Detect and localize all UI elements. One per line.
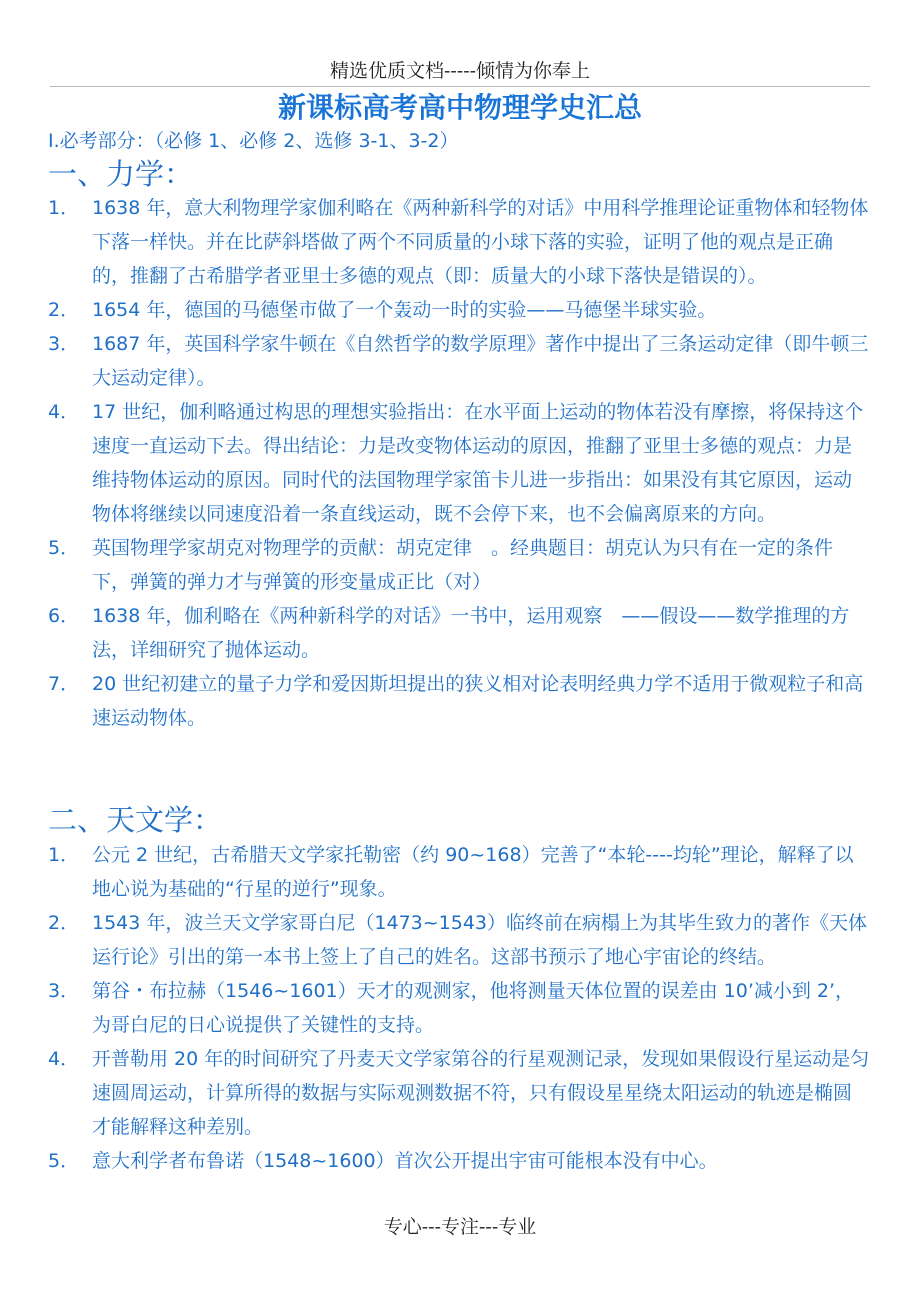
item-number: 5． — [48, 1150, 80, 1172]
list-item — [48, 906, 870, 974]
item-number: 5． — [48, 537, 80, 559]
item-text: 1654 年，德国的马德堡市做了一个轰动一时的实验——马德堡半球实验。 — [92, 299, 717, 321]
list-item — [48, 191, 870, 293]
item-text: 1638 年，伽利略在《两种新科学的对话》一书中，运用观察 ——假设——数学推理的方法，详细研究了抛体运动。 — [92, 605, 850, 661]
section-heading-mechanics: 一、力学： — [48, 157, 194, 191]
list-item — [48, 395, 870, 531]
list-item — [48, 838, 870, 906]
document-title: 新课标高考高中物理学史汇总 — [277, 91, 642, 124]
list-item — [48, 293, 870, 327]
item-text: 意大利学者布鲁诺（1548~1600）首次公开提出宇宙可能根本没有中心。 — [92, 1150, 718, 1172]
item-text: 1543 年，波兰天文学家哥白尼（1473~1543）临终前在病榻上为其毕生致力的著作《天体运行论》引出的第一本书上签上了自己的姓名。这部书预示了地心宇宙论的终结。 — [92, 912, 868, 968]
item-text: 20 世纪初建立的量子力学和爱因斯坦提出的狭义相对论表明经典力学不适用于微观粒子和高速运动物体。 — [92, 673, 864, 729]
item-number: 2． — [48, 912, 80, 934]
item-number: 3． — [48, 980, 80, 1002]
list-item — [48, 531, 870, 599]
section-heading-astronomy: 二、天文学： — [48, 803, 223, 837]
item-number: 4． — [48, 401, 80, 423]
item-number: 4． — [48, 1048, 80, 1070]
item-number: 2． — [48, 299, 80, 321]
item-number: 1． — [48, 197, 80, 219]
item-text: 1638 年，意大利物理学家伽利略在《两种新科学的对话》中用科学推理论证重物体和轻物体下落一样快。并在比萨斜塔做了两个不同质量的小球下落的实验，证明了他的观点是正确的，推翻了古希腊学者亚里士多德的观点（即：质量大的小球下落快是错误的）。 — [92, 197, 869, 287]
astronomy-list — [48, 838, 870, 1178]
page-footer: 专心---专注---专业 — [383, 1216, 537, 1238]
item-text: 开普勒用 20 年的时间研究了丹麦天文学家第谷的行星观测记录，发现如果假设行星运动是匀速圆周运动，计算所得的数据与实际观测数据不符，只有假设星星绕太阳运动的轨迹是椭圆才能解释这种差别。 — [92, 1048, 870, 1138]
item-number: 7． — [48, 673, 80, 695]
mechanics-list — [48, 191, 870, 735]
item-number: 6． — [48, 605, 80, 627]
list-item — [48, 1042, 870, 1144]
list-item — [48, 599, 870, 667]
item-text: 17 世纪，伽利略通过构思的理想实验指出：在水平面上运动的物体若没有摩擦，将保持这个速度一直运动下去。得出结论：力是改变物体运动的原因，推翻了亚里士多德的观点：力是维持物体运动的原因。同时代的法国物理学家笛卡儿进一步指出：如果没有其它原因，运动物体将继续以同速度沿着一条直线运动，既不会停下来，也不会偏离原来的方向。 — [92, 401, 864, 525]
item-number: 3． — [48, 333, 80, 355]
item-number: 1． — [48, 844, 80, 866]
page-header: 精选优质文档-----倾情为你奉上 — [329, 60, 591, 82]
item-text: 英国物理学家胡克对物理学的贡献：胡克定律 。经典题目：胡克认为只有在一定的条件下，弹簧的弹力才与弹簧的形变量成正比（对） — [92, 537, 834, 593]
list-item — [48, 1144, 870, 1178]
document-subtitle: Ⅰ.必考部分：（必修 1、必修 2、选修 3-1、3-2） — [48, 130, 459, 152]
item-text: 第谷・布拉赫（1546~1601）天才的观测家，他将测量天体位置的误差由 10’减小到 2’，为哥白尼的日心说提供了关键性的支持。 — [92, 980, 855, 1036]
item-text: 1687 年，英国科学家牛顿在《自然哲学的数学原理》著作中提出了三条运动定律（即牛顿三大运动定律）。 — [92, 333, 869, 389]
list-item — [48, 327, 870, 395]
list-item — [48, 974, 870, 1042]
list-item — [48, 667, 870, 735]
item-text: 公元 2 世纪，古希腊天文学家托勒密（约 90~168）完善了“本轮----均轮”理论，解释了以地心说为基础的“行星的逆行”现象。 — [92, 844, 854, 900]
